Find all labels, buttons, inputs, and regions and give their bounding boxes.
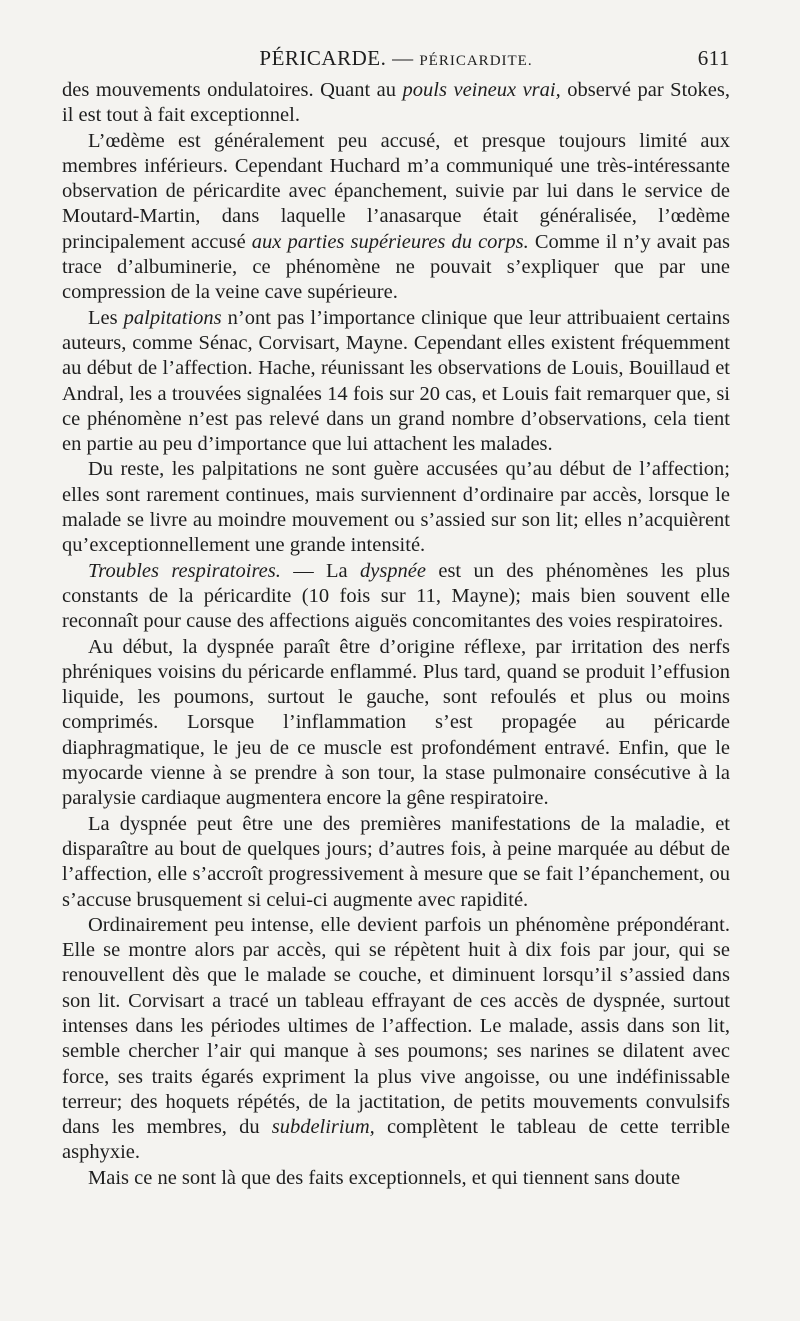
text-run: Comme il n’y avait pas trace d’albuminerie, ce phénomène ne pouvait s’expliquer que par une compression de la veine cave supérieure.	[62, 230, 731, 304]
italic-term: subdelirium,	[271, 1116, 375, 1139]
text-run: Du reste, les palpitations ne sont guère accusées qu’au début de l’affection; elles sont rarement continues, mais surviennent d’ordinaire par accès, lorsque le malade se livre au moindre mouvement ou s’assied sur son lit; elles n’acquièrent qu’exceptionnellement une grande intensité.	[62, 458, 730, 557]
text-run: observé par Stokes, il est tout à fait exceptionnel.	[62, 79, 730, 127]
italic-term: dyspnée	[359, 559, 427, 582]
section-title: PÉRICARDE.	[259, 46, 387, 70]
text-run: L’œdème est généralement peu accusé, et presque toujours limité aux membres inférieurs. Cependant Huchard m’a communiqué une très-intéressante observation de péricardite avec épanchement, suivie par lui dans le service de Moutard-Martin, dans laquelle l’anasarque était généralisée, l’œdème principalement accusé	[62, 129, 730, 253]
text-run: Les	[88, 306, 124, 329]
title-separator: —	[386, 46, 420, 70]
running-head	[62, 46, 730, 74]
body-text	[62, 78, 730, 1191]
text-run: complètent le tableau de cette terrible asphyxie.	[62, 1116, 730, 1164]
text-run: La dyspnée peut être une des premières manifestations de la maladie, et disparaître au bout de quelques jours; d’autres fois, à peine marquée au début de l’affection, elle s’accroît progressivement à mesure que se fait l’épanchement, ou s’accuse brusquement si celui-ci augmente avec rapidité.	[62, 812, 730, 911]
italic-term: aux parties supérieures du corps.	[251, 230, 529, 253]
paragraph-1	[62, 78, 730, 129]
paragraph-6	[62, 635, 730, 812]
paragraph-5	[62, 559, 730, 635]
paragraph-3	[62, 306, 730, 458]
section-heading: Troubles respiratoires.	[88, 559, 281, 582]
paragraph-7	[62, 812, 730, 913]
section-subtitle: PÉRICARDITE.	[419, 53, 533, 69]
running-head-title	[62, 46, 730, 71]
italic-term: pouls veineux vrai,	[402, 79, 561, 101]
italic-term: palpitations	[123, 306, 222, 329]
text-run: des mouvements ondulatoires. Quant au	[62, 79, 403, 101]
paragraph-4	[62, 457, 730, 558]
paragraph-9	[62, 1166, 730, 1191]
text-run: — La	[280, 559, 360, 582]
text-run: Au début, la dyspnée paraît être d’origine réflexe, par irritation des nerfs phréniques voisins du péricarde enflammé. Plus tard, quand se produit l’effusion liquide, les poumons, surtout le gauche, sont refoulés et plus ou moins comprimés. Lorsque l’inflammation s’est propagée au péricarde diaphragmatique, le jeu de ce muscle est profondément entravé. Enfin, que le myocarde vienne à se prendre à son tour, la stase pulmonaire consécutive à la paralysie cardiaque augmentera encore la gêne respiratoire.	[62, 635, 730, 810]
text-run: Mais ce ne sont là que des faits exceptionnels, et qui tiennent sans doute	[88, 1166, 681, 1189]
text-run: n’ont pas l’importance clinique que leur attribuaient certains auteurs, comme Sénac, Corvisart, Mayne. Cependant elles existent fréquemment au début de l’affection. Hache, réunissant les observations de Louis, Bouillaud et Andral, les a trouvées signalées 14 fois sur 20 cas, et Louis fait remarquer que, si ce phénomène n’est pas relevé dans un grand nombre d’observations, cela tient en partie au peu d’importance que lui attachent les malades.	[62, 306, 730, 456]
paragraph-2	[62, 129, 730, 306]
text-run: Ordinairement peu intense, elle devient parfois un phénomène prépondérant. Elle se montre alors par accès, qui se répètent huit à dix fois par jour, qui se renouvellent dès que le malade se couche, et diminuent lorsqu’il s’assied dans son lit. Corvisart a tracé un tableau effrayant de ces accès de dyspnée, surtout intenses dans les périodes ultimes de l’affection. Le malade, assis dans son lit, semble chercher l’air qui manque à ses poumons; ses narines se dilatent avec force, ses traits égarés expriment la plus vive angoisse, ou une indéfinissable terreur; des hoquets répétés, de la jactitation, de petits mouvements convulsifs dans les membres, du	[62, 913, 730, 1139]
text-run: est un des phénomènes les plus constants de la péricardite (10 fois sur 11, Mayne); mais bien souvent elle reconnaît pour cause des affections aiguës concomitantes des voies respiratoires.	[62, 559, 730, 633]
paragraph-8	[62, 913, 730, 1166]
page-number: 611	[697, 46, 730, 70]
